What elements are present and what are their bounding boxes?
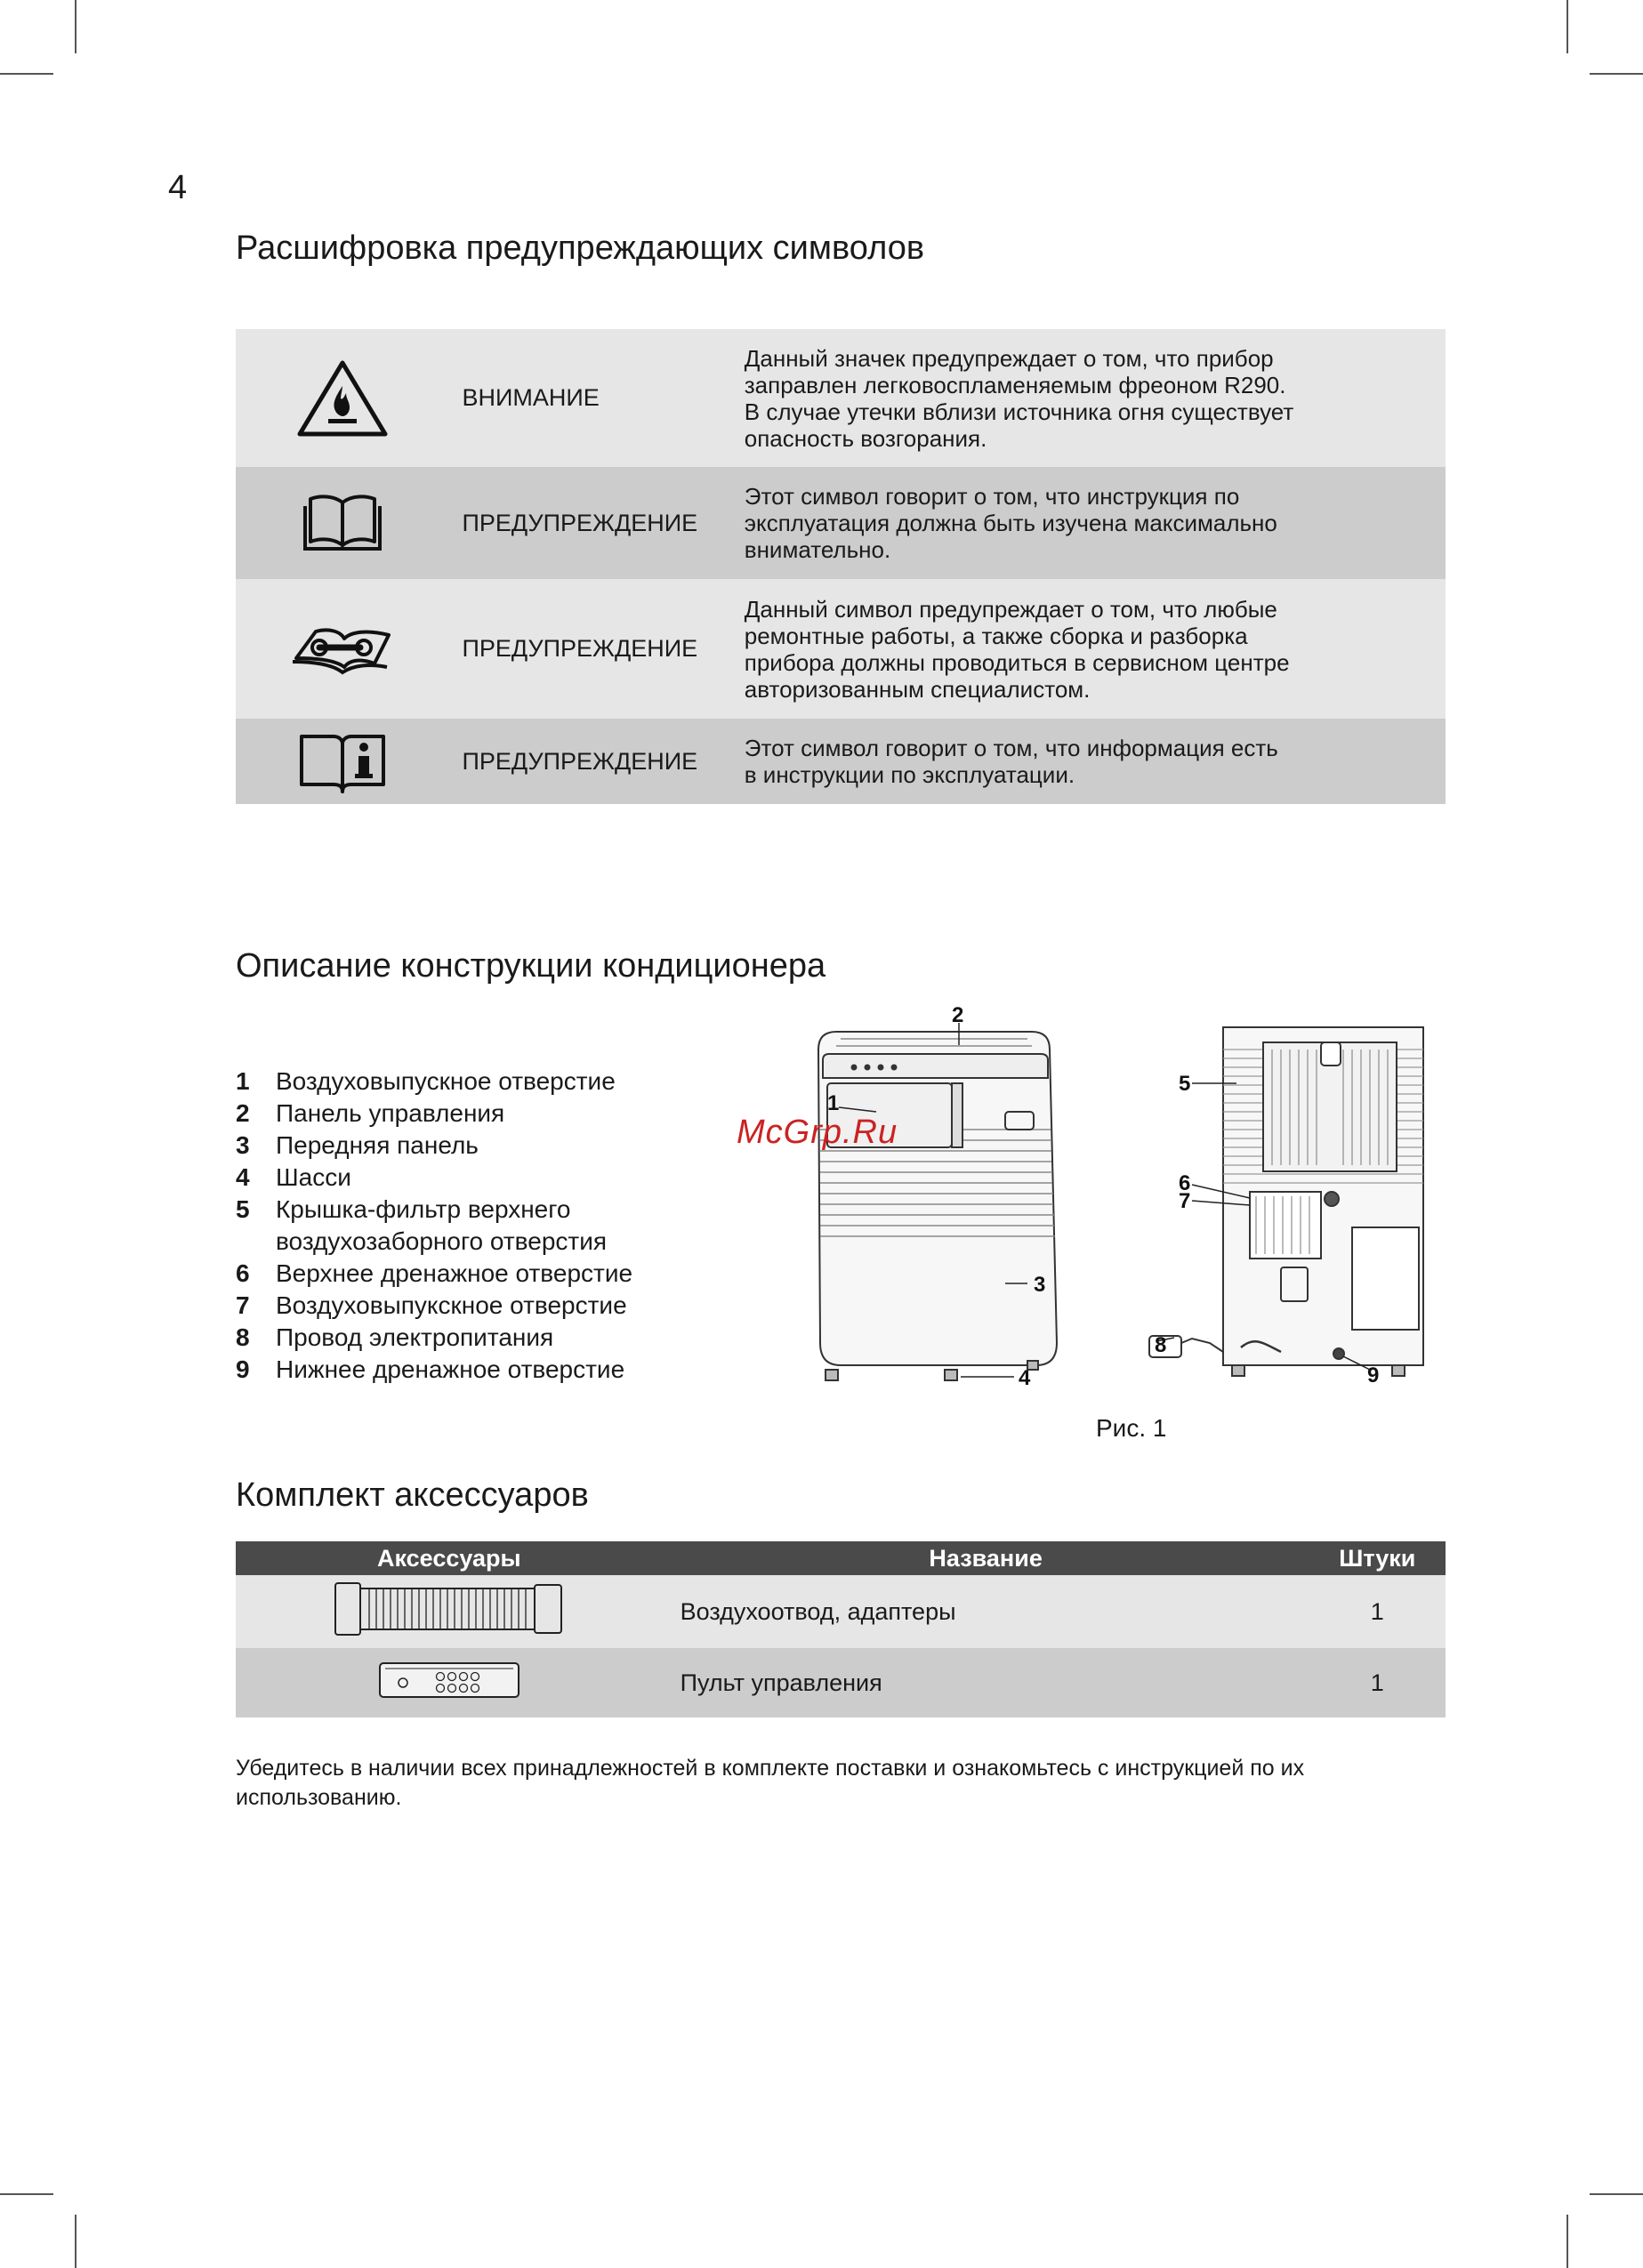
accessory-name: Воздухоотвод, адаптеры	[663, 1575, 1309, 1648]
list-item: 3 Передняя панель	[236, 1131, 479, 1159]
symbol-row	[236, 467, 1446, 579]
list-item: 4 Шасси	[236, 1163, 351, 1191]
flammable-warning-icon	[236, 359, 448, 438]
symbol-row	[236, 719, 1446, 804]
table-row	[236, 1575, 1446, 1648]
symbol-description: Данный значек предупреждает о том, что прибор заправлен легковоспламеняемым фреоном R290. В случае утечки вблизи источника огня существует опасность возгорания.	[744, 344, 1294, 452]
crop-mark	[0, 2193, 53, 2195]
list-item: 8 Провод электропитания	[236, 1323, 554, 1351]
column-header: Название	[663, 1541, 1309, 1575]
list-item: 7 Воздуховыпукскное отверстие	[236, 1291, 627, 1319]
crop-mark	[1590, 2193, 1643, 2195]
info-manual-icon	[236, 729, 448, 793]
read-manual-icon	[236, 492, 448, 554]
watermark: McGrp.Ru	[737, 1114, 898, 1151]
list-item: 5 Крышка-фильтр верхнего воздухозаборного отверстия	[236, 1195, 608, 1255]
crop-mark	[1590, 73, 1643, 75]
callout-5: 5	[1179, 1072, 1191, 1096]
column-header: Аксессуары	[236, 1541, 663, 1575]
crop-mark	[0, 73, 53, 75]
column-header: Штуки	[1309, 1541, 1446, 1575]
accessory-qty: 1	[1309, 1575, 1446, 1648]
callout-7: 7	[1179, 1189, 1191, 1213]
list-item: 2 Панель управления	[236, 1099, 505, 1127]
callout-8: 8	[1155, 1333, 1167, 1357]
symbol-label: ПРЕДУПРЕЖДЕНИЕ	[462, 747, 698, 775]
air-conditioner-diagram	[712, 1005, 1494, 1414]
symbol-description: Этот символ говорит о том, что информация есть в инструкции по эксплуатации.	[744, 735, 1278, 788]
symbol-description: Данный символ предупреждает о том, что любые ремонтные работы, а также сборка и разборка прибора должны проводиться в сервисном центре авторизованным специалистом.	[744, 595, 1290, 703]
accessories-table	[236, 1541, 1446, 1717]
callout-6: 6	[1179, 1171, 1191, 1195]
symbol-row	[236, 329, 1446, 467]
symbol-description: Этот символ говорит о том, что инструкция по эксплуатация должна быть изучена максимально внимательно.	[744, 483, 1277, 563]
crop-mark	[1566, 2215, 1568, 2268]
callout-3: 3	[1034, 1273, 1046, 1297]
parts-list	[236, 1066, 632, 1386]
accessory-name: Пульт управления	[663, 1648, 1309, 1717]
list-item: 6 Верхнее дренажное отверстие	[236, 1259, 633, 1287]
service-manual-icon	[236, 623, 448, 676]
note-text: Убедитесь в наличии всех принадлежностей в комплекте поставки и ознакомьтесь с инструкцией по их использованию.	[236, 1756, 1305, 1810]
symbol-label: ВНИМАНИЕ	[462, 384, 600, 411]
figure-caption: Рис. 1	[1096, 1414, 1167, 1442]
symbol-row	[236, 579, 1446, 719]
symbol-label: ПРЕДУПРЕЖДЕНИЕ	[462, 509, 698, 536]
callout-2: 2	[952, 1005, 964, 1027]
air-hose-icon	[236, 1575, 663, 1648]
accessory-qty: 1	[1309, 1648, 1446, 1717]
remote-control-icon	[236, 1648, 663, 1717]
crop-mark	[1566, 0, 1568, 53]
symbol-label: ПРЕДУПРЕЖДЕНИЕ	[462, 635, 698, 662]
symbols-section-title: Расшифровка предупреждающих символов	[236, 229, 925, 267]
accessories-section-title: Комплект аксессуаров	[236, 1476, 589, 1514]
front-view	[818, 1032, 1057, 1380]
symbols-table	[236, 329, 1446, 804]
design-section-title: Описание конструкции кондиционера	[236, 947, 826, 985]
crop-mark	[75, 0, 77, 53]
list-item: 1 Воздуховыпускное отверстие	[236, 1067, 616, 1095]
list-item: 9 Нижнее дренажное отверстие	[236, 1355, 625, 1383]
crop-mark	[75, 2215, 77, 2268]
table-header-row	[236, 1541, 1446, 1575]
page-number: 4	[168, 169, 188, 206]
callout-4: 4	[1019, 1366, 1031, 1390]
callout-9: 9	[1367, 1363, 1380, 1387]
table-row	[236, 1648, 1446, 1717]
callout-1: 1	[827, 1091, 840, 1115]
